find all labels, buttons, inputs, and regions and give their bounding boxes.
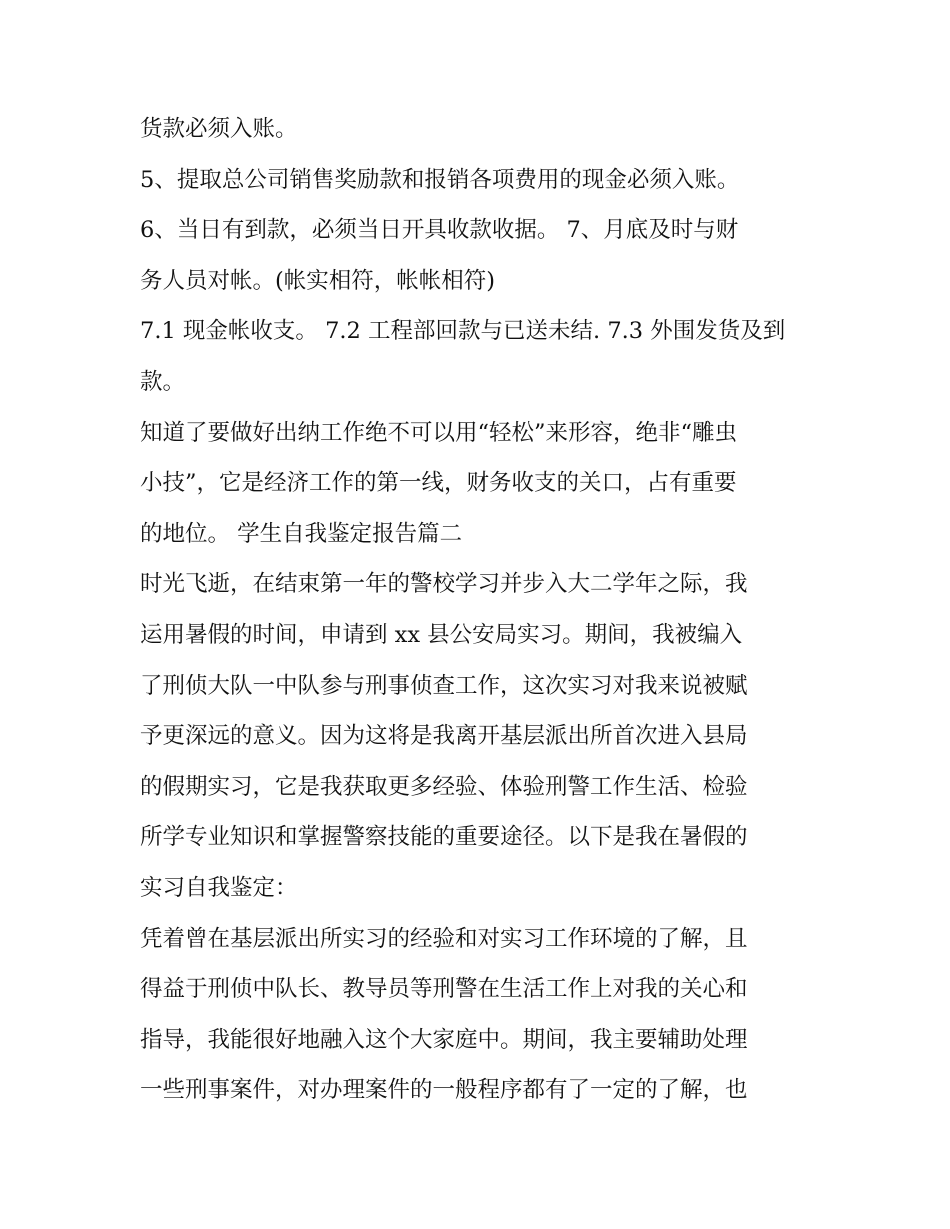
text-line: 的假期实习，它是我获取更多经验、体验刑警工作生活、检验 bbox=[140, 773, 748, 800]
text-line: 7.1 现金帐收支。 7.2 工程部回款与已送未结. 7.3 外围发货及到 bbox=[140, 318, 786, 345]
text-line: 5、提取总公司销售奖励款和报销各项费用的现金必须入账。 bbox=[140, 166, 740, 193]
text-line: 所学专业知识和掌握警察技能的重要途径。以下是我在暑假的 bbox=[140, 824, 748, 851]
text-line: 凭着曾在基层派出所实习的经验和对实习工作环境的了解，且 bbox=[140, 925, 748, 952]
text-line: 款。 bbox=[140, 368, 186, 395]
text-line: 实习自我鉴定： bbox=[140, 874, 298, 901]
text-line: 指导，我能很好地融入这个大家庭中。期间，我主要辅助处理 bbox=[140, 1026, 748, 1053]
text-line: 货款必须入账。 bbox=[140, 116, 298, 142]
text-line: 运用暑假的时间，申请到 xx 县公安局实习。期间，我被编入 bbox=[140, 621, 743, 648]
text-line: 务人员对帐。(帐实相符，帐帐相符) bbox=[140, 267, 496, 294]
text-line: 知道了要做好出纳工作绝不可以用“轻松”来形容，绝非“雕虫 bbox=[140, 419, 738, 446]
text-line: 时光飞逝，在结束第一年的警校学习并步入大二学年之际，我 bbox=[140, 571, 748, 598]
text-line: 一些刑事案件，对办理案件的一般程序都有了一定的了解，也 bbox=[140, 1077, 748, 1104]
text-line: 得益于刑侦中队长、教导员等刑警在生活工作上对我的关心和 bbox=[140, 976, 748, 1003]
text-line: 小技”，它是经济工作的第一线，财务收支的关口，占有重要 bbox=[140, 470, 737, 497]
text-line: 予更深远的意义。因为这将是我离开基层派出所首次进入县局 bbox=[140, 723, 748, 750]
text-line: 了刑侦大队一中队参与刑事侦查工作，这次实习对我来说被赋 bbox=[140, 672, 748, 699]
text-line: 6、当日有到款，必须当日开具收款收据。 7、月底及时与财 bbox=[140, 217, 739, 244]
document-body bbox=[140, 104, 820, 1116]
text-line: 的地位。 学生自我鉴定报告篇二 bbox=[140, 520, 463, 547]
